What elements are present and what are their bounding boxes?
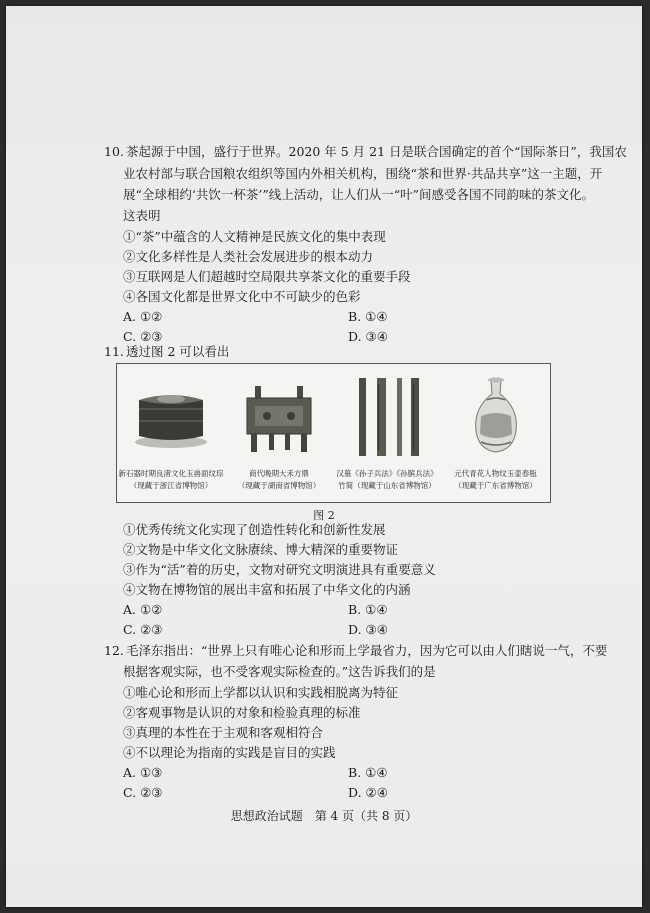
option-d: D. ③④ [348, 622, 388, 637]
option-c: C. ②③ [123, 622, 163, 637]
caption-line: （现藏于浙江省博物馆） [129, 481, 213, 490]
statement: ①优秀传统文化实现了创造性转化和创新性发展 [123, 522, 386, 537]
caption-line: （现藏于广东省博物馆） [454, 481, 537, 490]
option-a: A. ①③ [123, 765, 163, 780]
statement: ③真理的本性在于主观和客观相符合 [123, 725, 324, 740]
statement: ②文物是中华文化文脉赓续、博大精深的重要物证 [123, 542, 399, 557]
caption-line: 新石器时期良渚文化玉兽面纹琮 [118, 469, 224, 478]
statement: ①唯心论和形而上学都以认识和实践相脱离为特征 [123, 685, 399, 700]
question-number: 11. [104, 344, 124, 359]
option-d: D. ②④ [348, 785, 388, 800]
artifact-bronze-ding [225, 364, 333, 502]
question-number: 10. [104, 144, 124, 159]
option-a: A. ①② [123, 309, 163, 324]
statement: ③互联网是人们超越时空局限共享茶文化的重要手段 [123, 269, 411, 284]
stem-line: 业农村部与联合国粮农组织等国内外相关机构，围绕“茶和世界·共品共享”这一主题，开 [123, 166, 603, 181]
statement: ①“茶”中蕴含的人文精神是民族文化的集中表现 [123, 229, 386, 244]
caption-line: 商代晚期大禾方鼎 [249, 469, 309, 478]
option-b: B. ①④ [348, 602, 388, 617]
artifact-bamboo-slips [333, 364, 441, 502]
exam-page [6, 6, 642, 907]
figure-2 [116, 363, 551, 503]
caption-line: 元代青花人物纹玉壶春瓶 [454, 469, 537, 478]
question-number: 12. [104, 643, 124, 658]
option-c: C. ②③ [123, 329, 163, 344]
caption-line: 汉墓《孙子兵法》《孙膑兵法》 [336, 469, 438, 478]
page-footer: 思想政治试题 第 4 页（共 8 页） [230, 809, 418, 823]
caption-line: 竹简（现藏于山东省博物馆） [338, 481, 436, 490]
stem-line: 毛泽东指出：“世界上只有唯心论和形而上学最省力，因为它可以由人们瞎说一气，不要 [126, 643, 608, 658]
option-b: B. ①④ [348, 765, 388, 780]
statement: ④文物在博物馆的展出丰富和拓展了中华文化的内涵 [123, 582, 411, 597]
statement: ④不以理论为指南的实践是盲目的实践 [123, 745, 336, 760]
figure-label: 图 2 [313, 509, 335, 522]
stem-line: 这表明 [123, 208, 161, 223]
bronze-ding-image [225, 364, 333, 464]
stem-line: 根据客观实际，也不受客观实际检查的。”这告诉我们的是 [123, 664, 436, 679]
option-a: A. ①② [123, 602, 163, 617]
porcelain-vase-image [441, 364, 550, 464]
caption-line: （现藏于湖南省博物馆） [237, 481, 321, 490]
jade-cong-image [117, 364, 225, 464]
stem-line: 茶起源于中国，盛行于世界。2020 年 5 月 21 日是联合国确定的首个“国际茶日”，我国农 [126, 144, 627, 159]
statement: ②文化多样性是人类社会发展进步的根本动力 [123, 249, 374, 264]
statement: ②客观事物是认识的对象和检验真理的标准 [123, 705, 361, 720]
statement: ③作为“活”着的历史，文物对研究文明演进具有重要意义 [123, 562, 436, 577]
stem-line: 透过图 2 可以看出 [126, 344, 230, 359]
option-b: B. ①④ [348, 309, 388, 324]
statement: ④各国文化都是世界文化中不可缺少的色彩 [123, 289, 361, 304]
artifact-porcelain-vase [441, 364, 550, 502]
option-d: D. ③④ [348, 329, 388, 344]
option-c: C. ②③ [123, 785, 163, 800]
artifact-jade-cong [117, 364, 225, 502]
bamboo-slips-image [333, 364, 441, 464]
stem-line: 展“全球相约‘共饮一杯茶’”线上活动，让人们从一“叶”间感受各国不同韵味的茶文化。 [123, 187, 595, 202]
